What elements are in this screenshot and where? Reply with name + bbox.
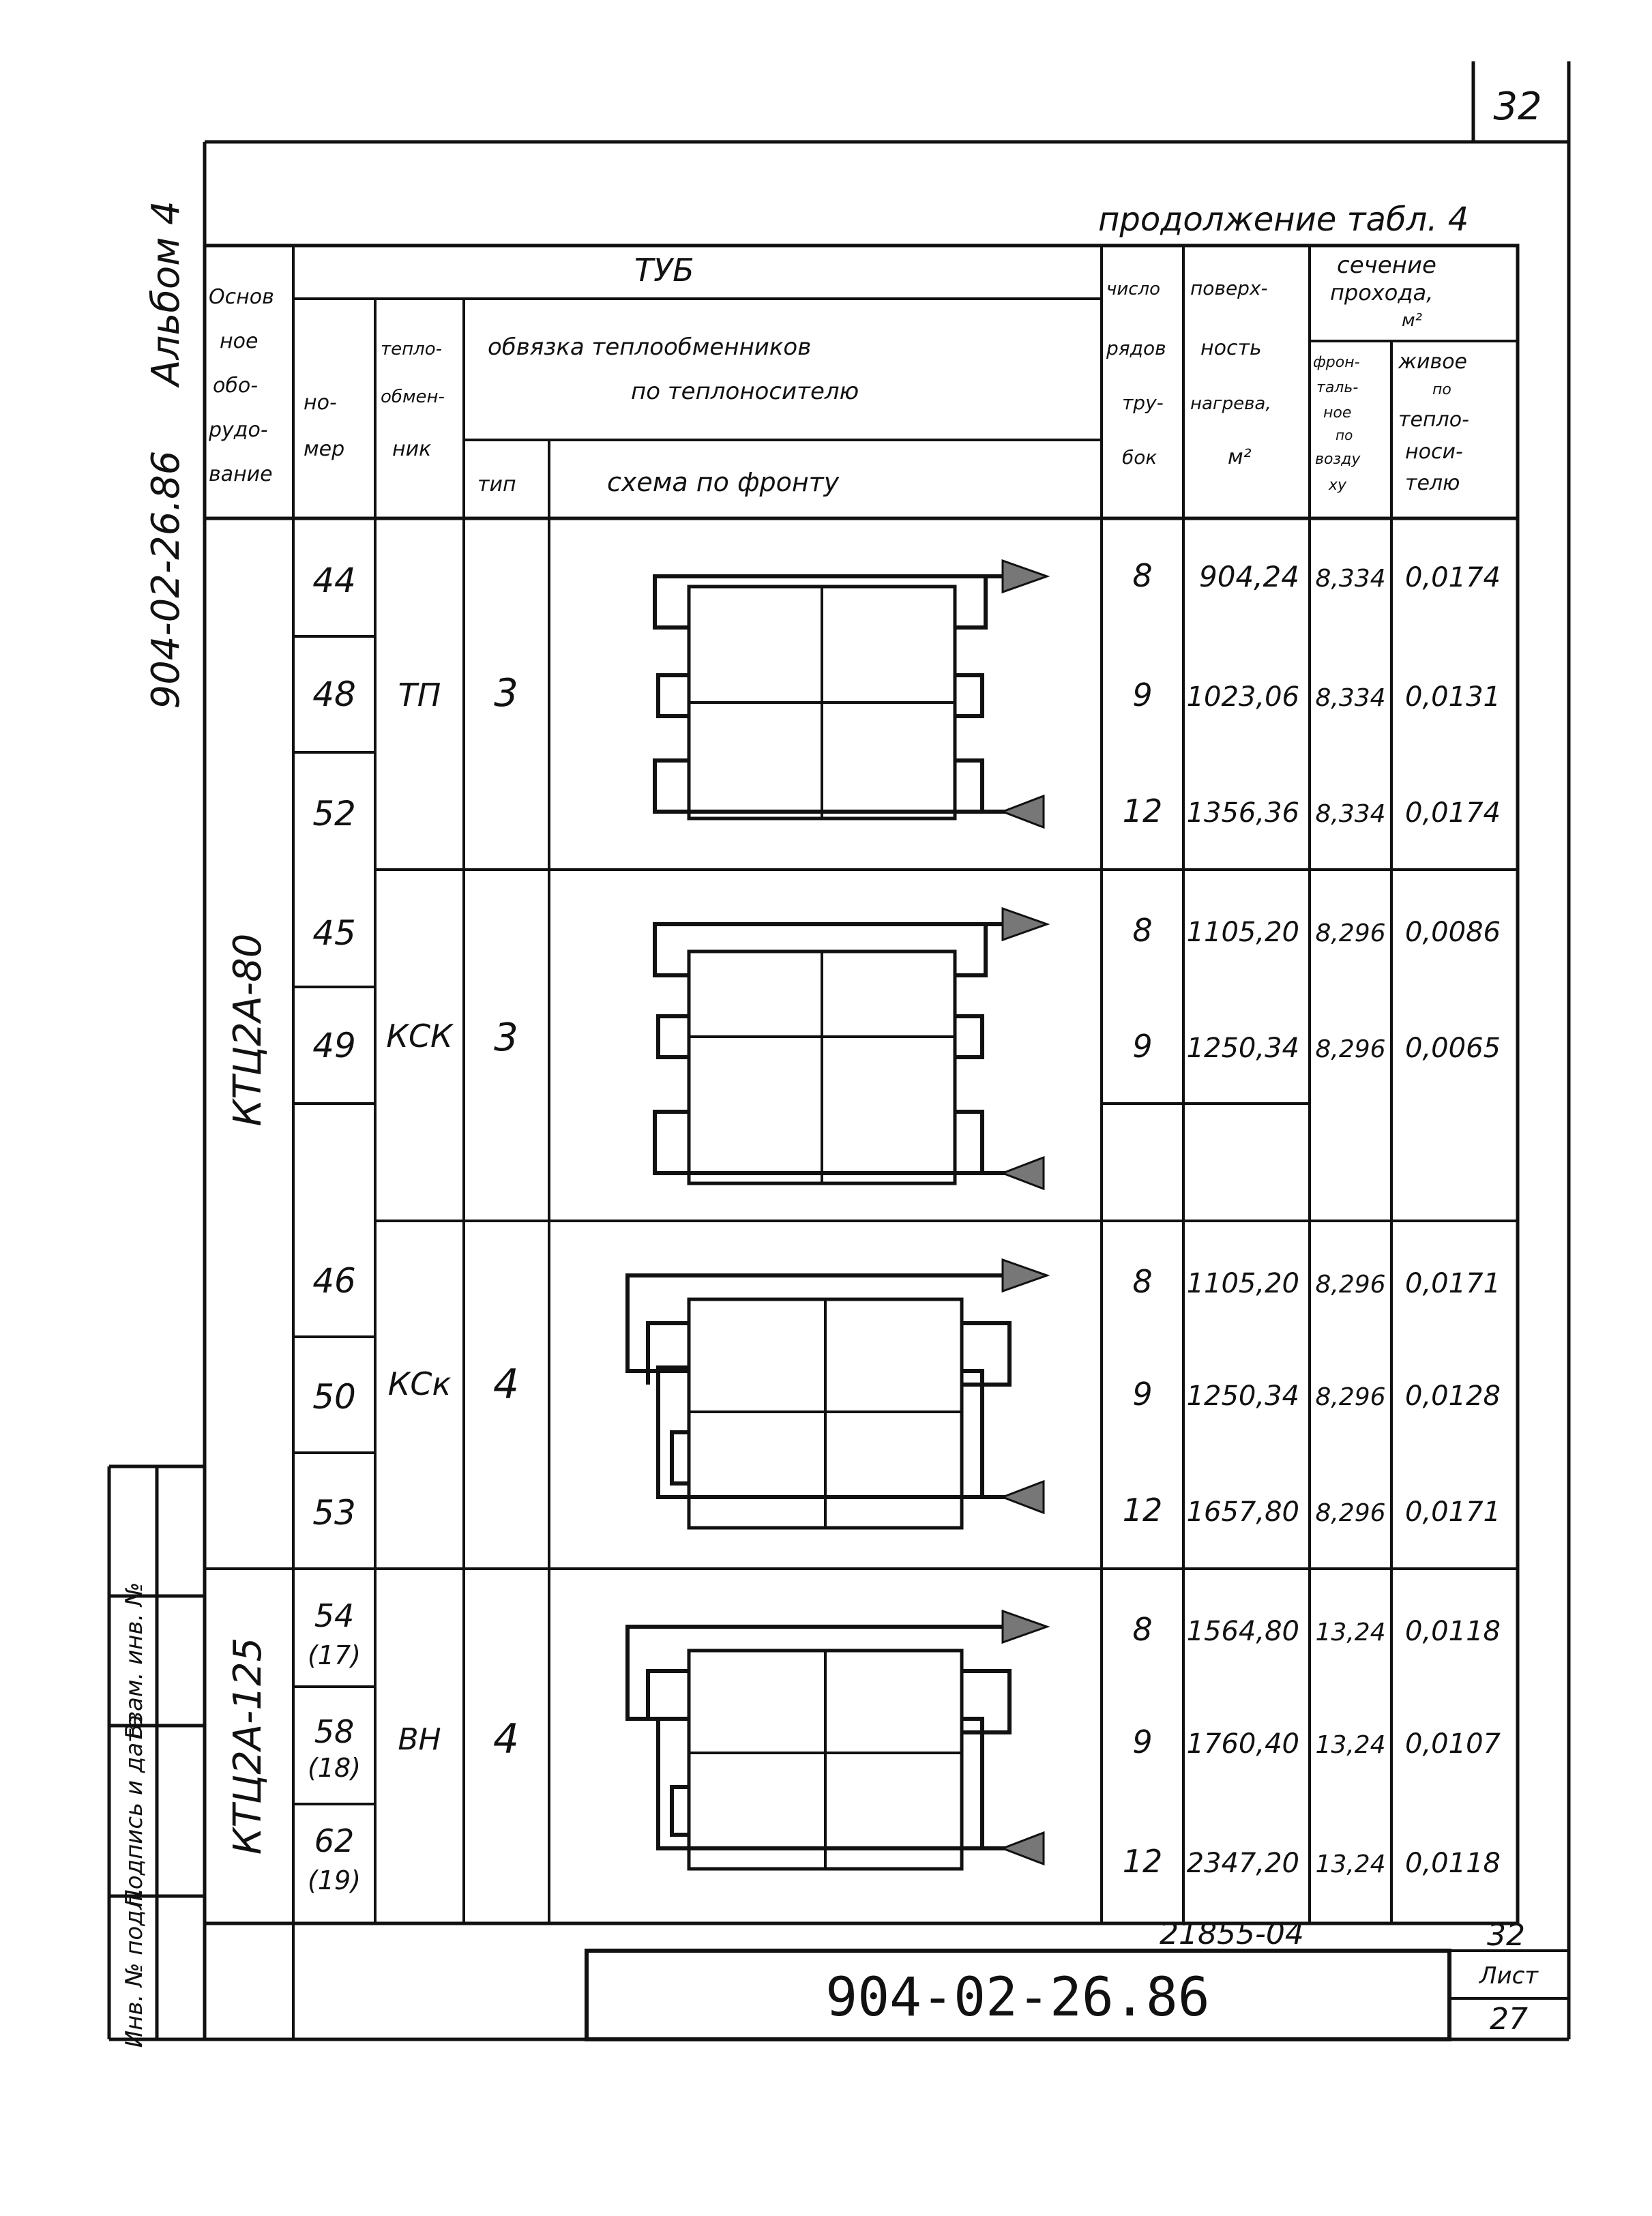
hdr-live-2: по — [1432, 381, 1451, 398]
hdr-section-2: прохода, — [1330, 280, 1434, 306]
live-cell: 0,0107 — [1405, 1728, 1501, 1760]
rows-cell: 12 — [1122, 793, 1163, 829]
album-label: Альбом 4 — [144, 201, 188, 386]
page-corner-number: 32 — [1493, 85, 1542, 129]
number-sub-cell: (18) — [307, 1753, 362, 1783]
frontal-cell: 13,24 — [1315, 1731, 1386, 1759]
hdr-live-1: живое — [1398, 350, 1468, 374]
frontal-cell: 8,334 — [1315, 800, 1386, 828]
hdr-live-3: тепло- — [1398, 408, 1469, 432]
hdr-frontal-2: таль- — [1316, 379, 1359, 396]
table-row — [312, 675, 1501, 714]
surface-cell: 1760,40 — [1186, 1728, 1299, 1760]
table-row — [312, 1026, 1501, 1065]
table-row — [312, 912, 1501, 953]
scheme-type4-b — [628, 1627, 1023, 1869]
frontal-cell: 13,24 — [1315, 1850, 1386, 1878]
live-cell: 0,0131 — [1405, 681, 1501, 713]
hdr-rows-4: бок — [1122, 446, 1157, 469]
type-cell: 3 — [494, 671, 518, 715]
surface-cell: 904,24 — [1199, 560, 1299, 593]
arrow-in-icon — [1003, 1157, 1044, 1189]
frontal-cell: 8,296 — [1315, 919, 1386, 947]
number-sub-cell: (17) — [307, 1640, 362, 1670]
number-cell: 54 — [314, 1597, 355, 1634]
arrow-in-icon — [1003, 796, 1044, 827]
hdr-type: тип — [477, 473, 516, 497]
surface-cell: 2347,20 — [1186, 1848, 1299, 1879]
number-cell: 58 — [314, 1713, 355, 1750]
hdr-rows-3: тру- — [1122, 392, 1164, 414]
table-row — [308, 1713, 1501, 1783]
sidebar-label-replace: Взам. инв. № — [121, 1582, 148, 1740]
rows-cell: 9 — [1132, 1724, 1153, 1760]
hdr-rows-2: рядов — [1106, 337, 1166, 359]
equipment-label-0: КТЦ2А-80 — [226, 933, 270, 1127]
sheet-number: 27 — [1490, 2002, 1528, 2037]
number-cell: 62 — [314, 1822, 355, 1859]
exchanger-cell: КСК — [386, 1018, 453, 1054]
hdr-equipment-2: ное — [220, 329, 259, 353]
number-cell: 48 — [312, 675, 356, 714]
hdr-piping-1: обвязка теплообменников — [488, 334, 812, 361]
number-cell: 53 — [312, 1493, 356, 1533]
number-cell: 45 — [312, 913, 356, 953]
number-cell: 46 — [312, 1261, 356, 1301]
table-title: продолжение табл. 4 — [1098, 201, 1469, 239]
table-row — [312, 557, 1501, 600]
number-cell: 50 — [312, 1377, 356, 1417]
hdr-surface-2: ность — [1200, 336, 1262, 360]
number-cell: 44 — [312, 561, 356, 600]
hdr-exchanger-3: ник — [392, 437, 432, 461]
hdr-exchanger-1: тепло- — [381, 339, 443, 359]
arrow-in-icon — [1003, 1833, 1044, 1864]
sidebar-label-inv: Инв. № подл. — [121, 1887, 148, 2048]
surface-cell: 1356,36 — [1186, 797, 1299, 829]
hdr-surface-3: нагрева, — [1190, 394, 1271, 414]
table-grid — [205, 246, 1569, 2039]
arrow-out-icon — [1003, 1260, 1047, 1291]
table-row — [308, 1597, 1501, 1670]
hdr-frontal-6: ху — [1329, 477, 1347, 494]
frontal-cell: 8,334 — [1315, 565, 1386, 593]
sidebar-label-sign: Подпись и дата — [121, 1715, 148, 1907]
hdr-frontal-5: возду — [1315, 451, 1361, 468]
hdr-section-1: сечение — [1337, 252, 1436, 279]
side-code: 904-02-26.86 — [144, 450, 188, 709]
exchanger-cell: КСк — [387, 1365, 452, 1402]
arrow-out-icon — [1003, 561, 1047, 592]
document-code: 904-02-26.86 — [825, 1967, 1210, 2028]
hdr-frontal-3: ное — [1323, 404, 1352, 422]
surface-cell: 1105,20 — [1186, 917, 1299, 948]
copy-sheet-number: 32 — [1487, 1918, 1525, 1953]
live-cell: 0,0174 — [1405, 562, 1501, 593]
type-cell: 4 — [492, 1715, 520, 1763]
table-row — [312, 1261, 1501, 1301]
group-ksk — [312, 912, 1501, 1065]
rows-cell: 8 — [1132, 557, 1153, 594]
rows-cell: 8 — [1132, 1611, 1153, 1648]
live-cell: 0,0065 — [1405, 1033, 1501, 1064]
frontal-cell: 13,24 — [1315, 1619, 1386, 1646]
live-cell: 0,0171 — [1405, 1268, 1501, 1299]
group-ksk2 — [312, 1261, 1501, 1533]
table-row — [308, 1822, 1501, 1895]
surface-cell: 1657,80 — [1186, 1496, 1299, 1528]
frontal-cell: 8,296 — [1315, 1383, 1386, 1411]
live-cell: 0,0128 — [1405, 1380, 1501, 1412]
hdr-equipment-5: вание — [209, 462, 273, 486]
flow-arrows — [1003, 561, 1047, 1864]
archive-number: 21855-04 — [1160, 1917, 1304, 1951]
number-sub-cell: (19) — [307, 1865, 362, 1895]
frontal-cell: 8,296 — [1315, 1271, 1386, 1299]
live-cell: 0,0174 — [1405, 797, 1501, 829]
hdr-piping-2: по теплоносителю — [631, 378, 859, 405]
hdr-frontal-1: фрон- — [1313, 354, 1360, 371]
group-vn — [308, 1597, 1501, 1895]
hdr-section-3: м² — [1402, 310, 1423, 331]
type-cell: 4 — [492, 1361, 520, 1408]
surface-cell: 1105,20 — [1186, 1268, 1299, 1299]
surface-cell: 1250,34 — [1186, 1033, 1299, 1064]
equipment-label-3: КТЦ2А-125 — [226, 1637, 270, 1855]
scheme-type3-a — [655, 576, 1023, 818]
group-tp — [312, 557, 1501, 833]
live-cell: 0,0171 — [1405, 1496, 1501, 1528]
surface-cell: 1564,80 — [1186, 1616, 1299, 1647]
hdr-equipment-3: обо- — [213, 374, 259, 398]
hdr-tub: ТУБ — [634, 252, 694, 289]
arrow-out-icon — [1003, 1611, 1047, 1642]
type-cell: 3 — [494, 1016, 518, 1060]
hdr-number-2: мер — [304, 437, 345, 461]
hdr-exchanger-2: обмен- — [381, 387, 445, 407]
hdr-live-4: носи- — [1405, 440, 1463, 464]
exchanger-cell: ТП — [398, 677, 441, 713]
sheet-label: Лист — [1479, 1962, 1539, 1990]
rows-cell: 8 — [1132, 912, 1153, 949]
rows-cell: 9 — [1132, 1028, 1153, 1065]
rows-cell: 12 — [1122, 1492, 1163, 1528]
hdr-equipment-1: Основ — [209, 285, 274, 309]
hdr-surface-4: м² — [1228, 445, 1252, 469]
surface-cell: 1250,34 — [1186, 1380, 1299, 1412]
rows-cell: 12 — [1122, 1843, 1163, 1880]
hdr-number-1: но- — [304, 391, 337, 415]
hdr-rows-1: число — [1106, 279, 1161, 299]
frontal-cell: 8,296 — [1315, 1499, 1386, 1527]
hdr-frontal-4: по — [1336, 427, 1353, 443]
arrow-out-icon — [1003, 908, 1047, 940]
live-cell: 0,0086 — [1405, 917, 1501, 948]
frontal-cell: 8,334 — [1315, 684, 1386, 712]
rows-cell: 9 — [1132, 677, 1153, 713]
scheme-type3-b — [655, 924, 1023, 1183]
surface-cell: 1023,06 — [1186, 681, 1299, 713]
hdr-live-5: телю — [1405, 471, 1460, 495]
live-cell: 0,0118 — [1405, 1616, 1501, 1647]
number-cell: 49 — [312, 1026, 356, 1065]
live-cell: 0,0118 — [1405, 1848, 1501, 1879]
frontal-cell: 8,296 — [1315, 1035, 1386, 1063]
rows-cell: 8 — [1132, 1263, 1153, 1300]
scheme-type4-a — [628, 1275, 1023, 1528]
exchanger-cell: ВН — [398, 1722, 441, 1757]
hdr-equipment-4: рудо- — [209, 418, 268, 442]
rows-cell: 9 — [1132, 1376, 1153, 1413]
hdr-scheme: схема по фронту — [607, 467, 840, 497]
hdr-surface-1: поверх- — [1190, 277, 1268, 299]
number-cell: 52 — [312, 794, 356, 833]
arrow-in-icon — [1003, 1481, 1044, 1513]
